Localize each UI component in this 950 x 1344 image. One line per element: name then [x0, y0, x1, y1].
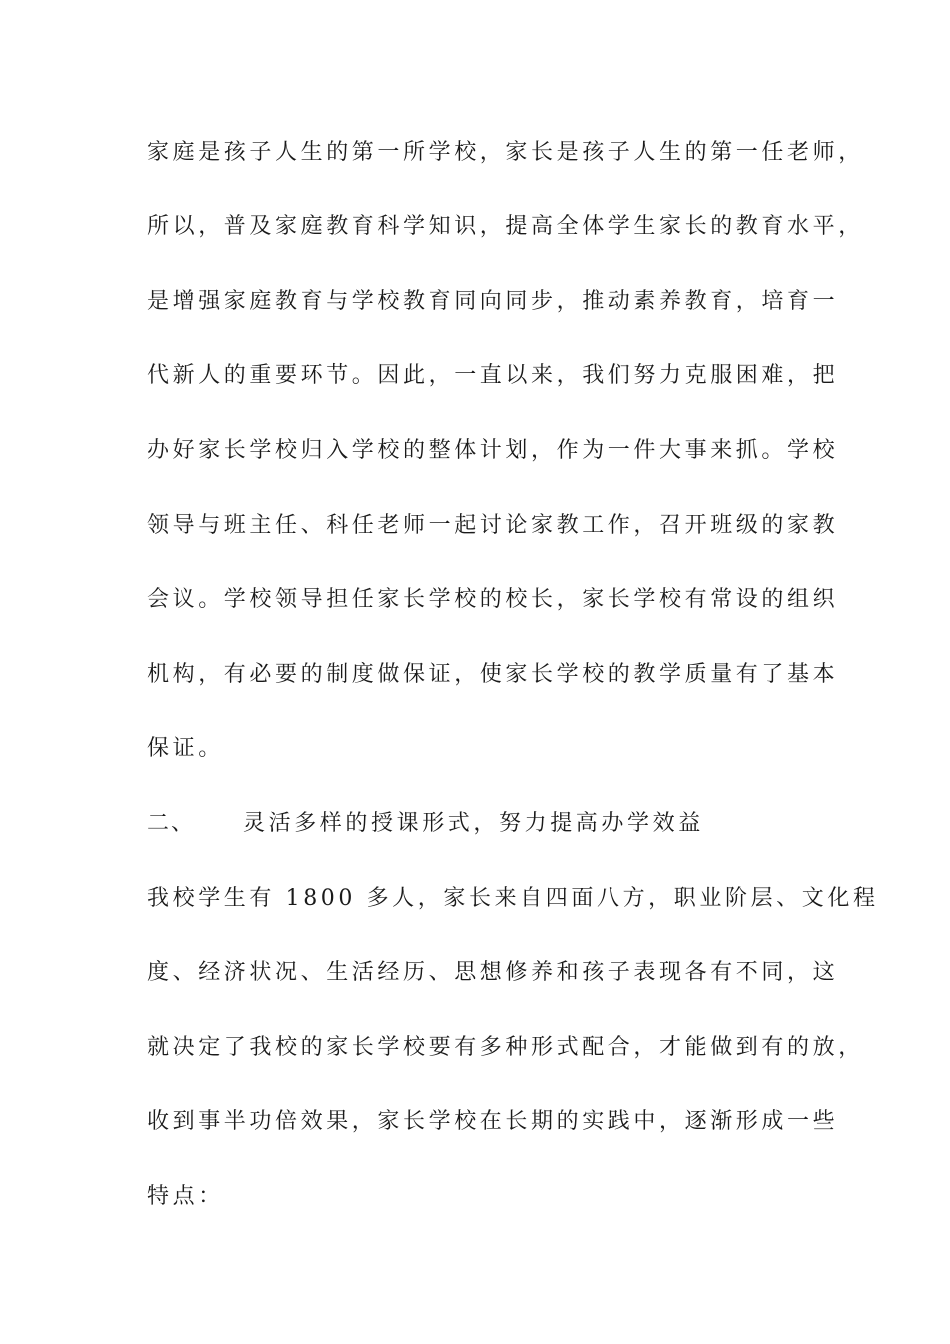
paragraph-2-line-2: 度、经济状况、生活经历、思想修养和孩子表现各有不同，这: [147, 960, 839, 985]
paragraph-2-line-5: 特点：: [147, 1184, 224, 1209]
section-2-heading: [147, 809, 827, 839]
paragraph-1-line-8: 机构，有必要的制度做保证，使家长学校的教学质量有了基本: [147, 662, 839, 687]
section-2-number: 二、: [147, 811, 196, 836]
paragraph-1-line-7: 会议。学校领导担任家长学校的校长，家长学校有常设的组织: [147, 587, 839, 612]
paragraph-1-line-1: 家庭是孩子人生的第一所学校，家长是孩子人生的第一任老师，: [147, 140, 864, 165]
paragraph-2-line-1: 我校学生有 1800 多人，家长来自四面八方，职业阶层、文化程: [147, 886, 879, 911]
section-2-title: 灵活多样的授课形式，努力提高办学效益: [243, 811, 704, 836]
paragraph-1-line-9: 保证。: [147, 736, 224, 761]
paragraph-1-line-5: 办好家长学校归入学校的整体计划，作为一件大事来抓。学校: [147, 438, 839, 463]
paragraph-2-line-4: 收到事半功倍效果，家长学校在长期的实践中，逐渐形成一些: [147, 1109, 839, 1134]
paragraph-1-line-4: 代新人的重要环节。因此，一直以来，我们努力克服困难，把: [147, 363, 839, 388]
paragraph-2-line-3: 就决定了我校的家长学校要有多种形式配合，才能做到有的放，: [147, 1035, 864, 1060]
paragraph-1-line-6: 领导与班主任、科任老师一起讨论家教工作，召开班级的家教: [147, 513, 839, 538]
paragraph-1-line-3: 是增强家庭教育与学校教育同向同步，推动素养教育，培育一: [147, 289, 839, 314]
paragraph-1-line-2: 所以，普及家庭教育科学知识，提高全体学生家长的教育水平，: [147, 214, 864, 239]
